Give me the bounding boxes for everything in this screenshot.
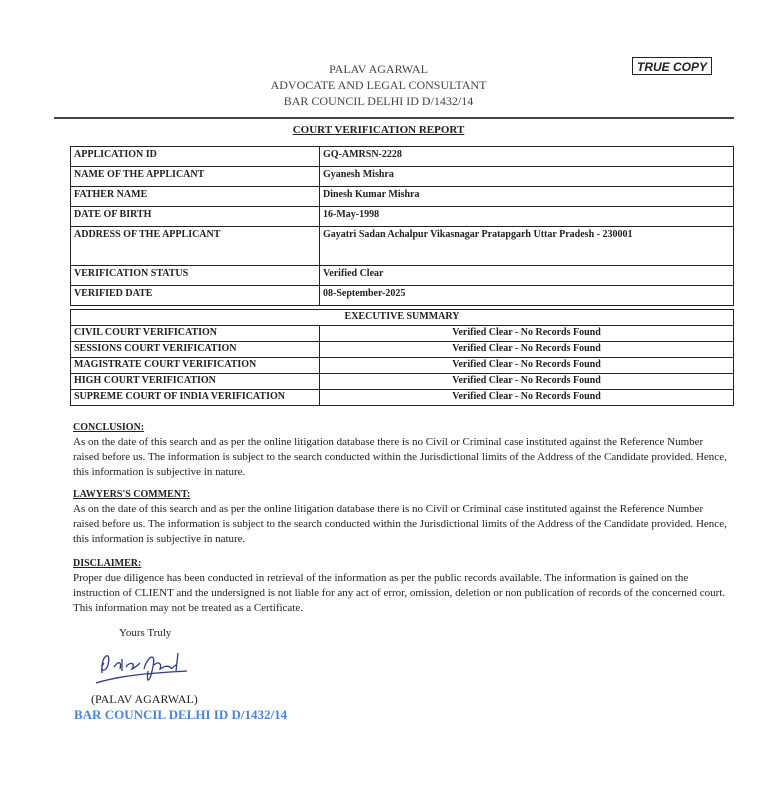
detail-value: Gyanesh Mishra bbox=[320, 167, 734, 187]
conclusion-section bbox=[73, 420, 728, 480]
detail-label: DATE OF BIRTH bbox=[71, 207, 320, 227]
comment-section bbox=[73, 487, 728, 547]
summary-row bbox=[71, 342, 734, 358]
disclaimer-text: Proper due diligence has been conducted in retrieval of the information as per the public records available. The information is gained on the instruction of CLIENT and the undersigned is not liable for any act of error, omission, deletion or non publication of records of the concerned court. This information may not be treated as a Certificate. bbox=[73, 572, 726, 614]
true-copy-stamp: TRUE COPY bbox=[632, 57, 712, 75]
detail-row bbox=[71, 227, 734, 266]
court-result: Verified Clear - No Records Found bbox=[320, 358, 734, 374]
report-title: COURT VERIFICATION REPORT bbox=[292, 124, 465, 136]
court-label: SESSIONS COURT VERIFICATION bbox=[71, 342, 320, 358]
yours-truly: Yours Truly bbox=[119, 627, 172, 639]
detail-label: ADDRESS OF THE APPLICANT bbox=[71, 227, 320, 266]
court-label: HIGH COURT VERIFICATION bbox=[71, 374, 320, 390]
disclaimer-heading: DISCLAIMER: bbox=[73, 558, 142, 569]
advocate-name: PALAV AGARWAL bbox=[329, 62, 428, 76]
advocate-id: BAR COUNCIL DELHI ID D/1432/14 bbox=[283, 94, 474, 108]
summary-title: EXECUTIVE SUMMARY bbox=[71, 310, 734, 326]
header-divider bbox=[54, 117, 734, 119]
detail-value: Dinesh Kumar Mishra bbox=[320, 187, 734, 207]
court-result: Verified Clear - No Records Found bbox=[320, 390, 734, 406]
advocate-role: ADVOCATE AND LEGAL CONSULTANT bbox=[270, 78, 487, 92]
detail-row bbox=[71, 207, 734, 227]
executive-summary-table bbox=[70, 309, 734, 406]
court-label: SUPREME COURT OF INDIA VERIFICATION bbox=[71, 390, 320, 406]
detail-label: VERIFIED DATE bbox=[71, 286, 320, 306]
detail-value: 16-May-1998 bbox=[320, 207, 734, 227]
conclusion-text: As on the date of this search and as per the online litigation database there is no Civil or Criminal case instituted against the Reference Number raised before us. The information is subject to the search conducted within the Jurisdictional limits of the Address of the Candidate provided. Hence, this information is subjective in nature. bbox=[73, 436, 727, 478]
comment-heading: LAWYERS'S COMMENT: bbox=[73, 489, 191, 500]
detail-value: Verified Clear bbox=[320, 266, 734, 286]
summary-row bbox=[71, 390, 734, 406]
detail-row bbox=[71, 147, 734, 167]
detail-label: FATHER NAME bbox=[71, 187, 320, 207]
summary-row bbox=[71, 326, 734, 342]
detail-row bbox=[71, 266, 734, 286]
summary-row bbox=[71, 358, 734, 374]
detail-label: VERIFICATION STATUS bbox=[71, 266, 320, 286]
detail-label: APPLICATION ID bbox=[71, 147, 320, 167]
court-result: Verified Clear - No Records Found bbox=[320, 326, 734, 342]
court-result: Verified Clear - No Records Found bbox=[320, 374, 734, 390]
detail-row bbox=[71, 286, 734, 306]
court-label: MAGISTRATE COURT VERIFICATION bbox=[71, 358, 320, 374]
summary-row bbox=[71, 374, 734, 390]
comment-text: As on the date of this search and as per the online litigation database there is no Civil or Criminal case instituted against the Reference Number raised before us. The information is subject to the search conducted within the Jurisdictional limits of the Address of the Candidate provided. Hence, this information is subjective in nature. bbox=[73, 503, 727, 545]
detail-label: NAME OF THE APPLICANT bbox=[71, 167, 320, 187]
signatory-name: (PALAV AGARWAL) bbox=[91, 692, 198, 706]
detail-row bbox=[71, 187, 734, 207]
court-label: CIVIL COURT VERIFICATION bbox=[71, 326, 320, 342]
signatory-bar-id: BAR COUNCIL DELHI ID D/1432/14 bbox=[74, 707, 288, 722]
detail-value: 08-September-2025 bbox=[320, 286, 734, 306]
conclusion-heading: CONCLUSION: bbox=[73, 422, 145, 433]
applicant-details-table bbox=[70, 146, 734, 306]
court-result: Verified Clear - No Records Found bbox=[320, 342, 734, 358]
detail-value: Gayatri Sadan Achalpur Vikasnagar Pratapgarh Uttar Pradesh - 230001 bbox=[320, 227, 734, 266]
signature bbox=[92, 645, 192, 687]
disclaimer-section bbox=[73, 556, 728, 616]
detail-value: GQ-AMRSN-2228 bbox=[320, 147, 734, 167]
detail-row bbox=[71, 167, 734, 187]
